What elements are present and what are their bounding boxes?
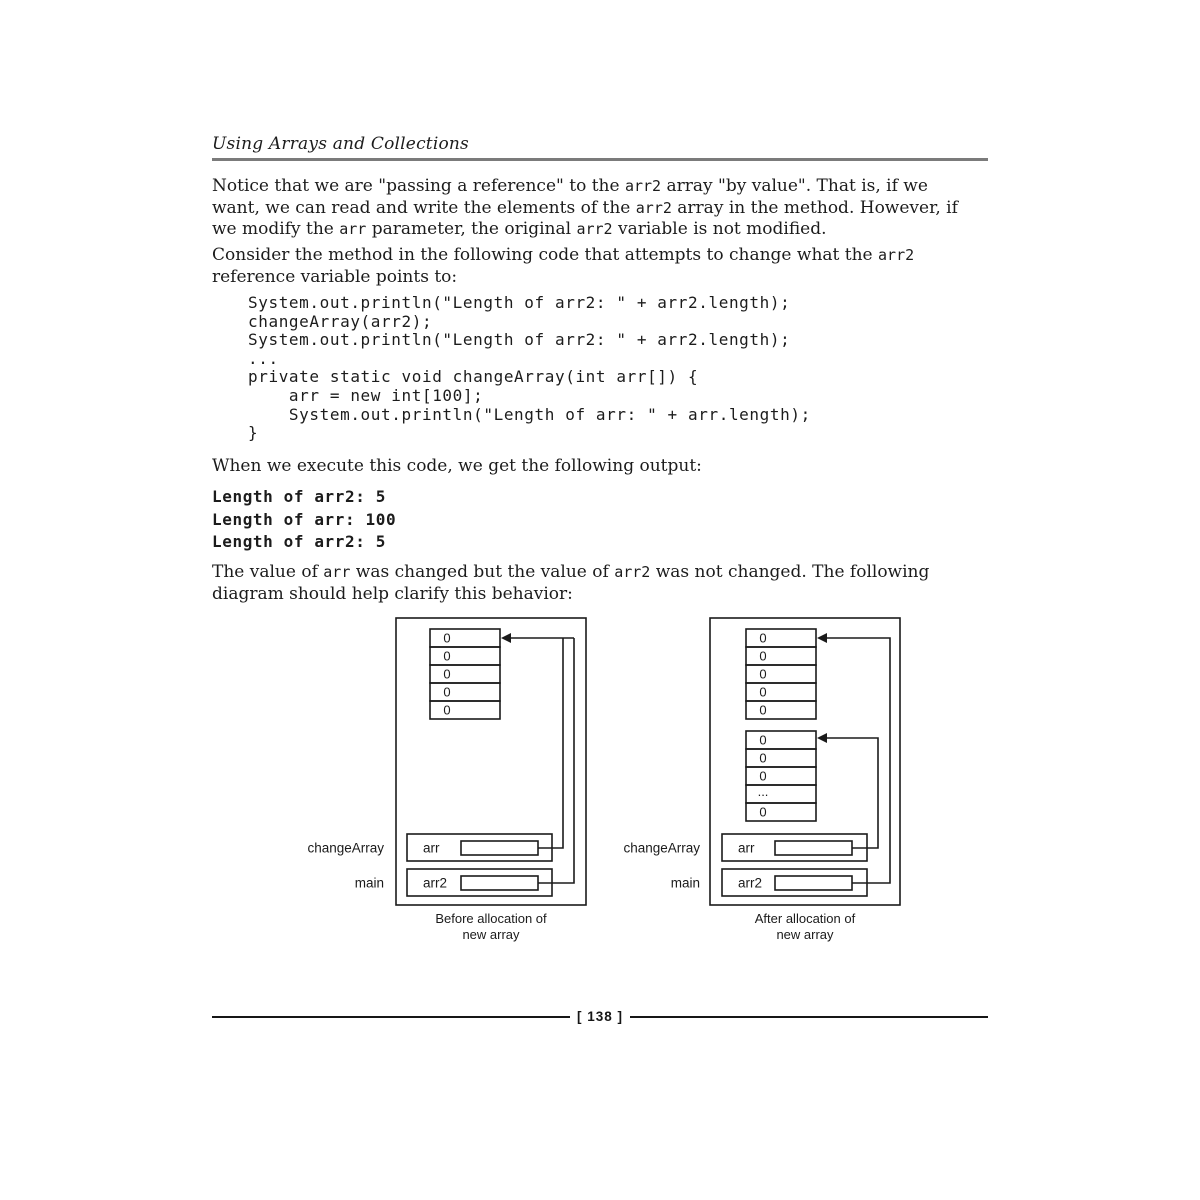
cell-value: 0 [759, 768, 767, 784]
inline-code: arr2 [614, 563, 651, 581]
frame-label-changearray: changeArray [307, 840, 384, 856]
cell-value: 0 [759, 750, 767, 766]
text-run: array in the method. However, if we modify the [212, 197, 958, 239]
var-name-arr2: arr2 [423, 875, 448, 891]
pointer-lines [826, 638, 890, 883]
text-run: parameter, the original [366, 219, 577, 239]
text-run: Notice that we are "passing a reference" to the [212, 176, 625, 196]
cell-value: 0 [443, 630, 451, 646]
frame-label-main: main [670, 875, 700, 891]
paragraph-3: When we execute this code, we get the following output: [212, 456, 702, 476]
array-cell-values-new [758, 733, 769, 820]
frame-label-main: main [354, 875, 384, 891]
arrowhead-icon [817, 733, 827, 743]
arrowhead-icon [501, 633, 511, 643]
cell-value: 0 [759, 804, 767, 820]
cell-value: 0 [759, 630, 767, 646]
array-cell-values-old [759, 631, 766, 718]
code-line: arr = new int[100]; [248, 385, 484, 405]
diagram-caption-line1: Before allocation of [435, 911, 547, 926]
code-listing [248, 294, 811, 443]
output-line: Length of arr: 100 [212, 509, 397, 529]
frame-label-changearray: changeArray [623, 840, 700, 856]
diagram-before-allocation [280, 610, 610, 955]
text-run: The value of [212, 562, 324, 582]
arrowhead-icon [817, 633, 827, 643]
inline-code: arr2 [635, 198, 672, 217]
memory-frame-box [396, 618, 586, 905]
cell-value: 0 [759, 732, 767, 748]
diagram-caption-line2: new array [462, 927, 520, 942]
code-line: } [248, 423, 259, 443]
page-footer [212, 1009, 988, 1024]
diagram-caption-line1: After allocation of [754, 911, 856, 926]
console-output [212, 486, 396, 554]
footer-rule-right [630, 1016, 988, 1018]
page-number: [ 138 ] [576, 1009, 624, 1024]
code-line: System.out.println("Length of arr2: " + arr2.length); [248, 293, 791, 312]
cell-value: ... [757, 784, 769, 799]
code-line: System.out.println("Length of arr: " + arr.length); [248, 404, 811, 424]
cell-value: 0 [443, 666, 451, 682]
inline-code: arr2 [878, 246, 915, 264]
inline-code: arr2 [576, 220, 613, 238]
var-name-arr2: arr2 [738, 875, 763, 891]
cell-value: 0 [759, 684, 767, 700]
output-line: Length of arr2: 5 [212, 532, 386, 552]
inline-code: arr [339, 220, 367, 238]
cell-value: 0 [443, 702, 451, 718]
memory-frame-box [710, 618, 900, 905]
diagram-after-allocation [600, 610, 930, 955]
text-run: was changed but the value of [350, 562, 615, 582]
paragraph-2 [212, 245, 970, 288]
array-cells-new [746, 731, 816, 821]
var-name-arr: arr [423, 840, 440, 856]
pointer-lines [509, 638, 574, 883]
text-run: was not changed. The following diagram should help clarify this behavior: [212, 562, 930, 604]
array-cell-values [443, 631, 450, 718]
chapter-title: Using Arrays and Collections [212, 134, 469, 154]
text-run: variable is not modified. [612, 219, 827, 239]
paragraph-4 [212, 562, 970, 605]
footer-rule-left [212, 1016, 570, 1018]
code-line: System.out.println("Length of arr2: " + arr2.length); [248, 330, 791, 350]
code-line: changeArray(arr2); [248, 311, 433, 331]
cell-value: 0 [759, 666, 767, 682]
cell-value: 0 [759, 648, 767, 664]
paragraph-1 [212, 176, 970, 241]
text-run: reference variable points to: [212, 266, 458, 287]
text-run: Consider the method in the following code that attempts to change what the [212, 245, 879, 265]
code-line: private static void changeArray(int arr[]) { [248, 367, 699, 387]
output-line: Length of arr2: 5 [212, 487, 386, 506]
running-header [212, 134, 988, 161]
cell-value: 0 [443, 648, 451, 664]
inline-code: arr [323, 563, 351, 581]
var-name-arr: arr [738, 840, 755, 856]
array-cells [430, 629, 500, 719]
cell-value: 0 [759, 702, 767, 718]
code-line: ... [248, 348, 279, 368]
text-run: array "by value". That is, if we want, we can read and write the elements of the [212, 176, 928, 218]
diagram-caption-line2: new array [776, 927, 834, 942]
cell-value: 0 [443, 684, 451, 700]
inline-code: arr2 [624, 177, 662, 195]
array-cells-old [746, 629, 816, 719]
